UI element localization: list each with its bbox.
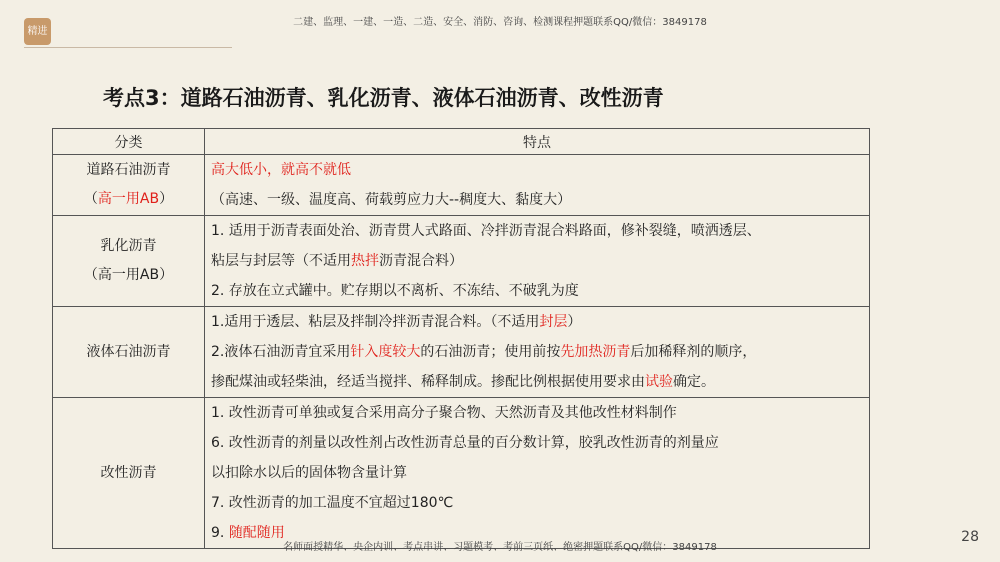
category-note: （高一用AB） <box>83 191 174 207</box>
feature-line: 9. 随配随用 <box>211 525 285 541</box>
brand-logo: 精进 <box>24 18 51 45</box>
feature-line: 1. 改性沥青可单独或复合采用高分子聚合物、天然沥青及其他改性材料制作 <box>211 405 677 421</box>
header-divider <box>24 47 232 48</box>
table-row-liquid-asphalt <box>53 307 870 398</box>
page-title: 考点3：道路石油沥青、乳化沥青、液体石油沥青、改性沥青 <box>103 86 664 110</box>
table-row-modified-asphalt <box>53 398 870 549</box>
table-row-emulsified-asphalt <box>53 216 870 307</box>
page-number: 28 <box>961 529 979 545</box>
category-cell <box>53 398 205 549</box>
feature-line: 粘层与封层等（不适用热拌沥青混合料） <box>211 253 463 269</box>
column-header-features: 特点 <box>205 129 870 155</box>
features-cell <box>205 398 870 549</box>
category-cell <box>53 216 205 307</box>
bottom-banner: 名师面授精华、央企内训、考点串讲、习题模考、考前三页纸、绝密押题联系QQ/微信：3849178 <box>283 542 717 553</box>
feature-line: （高速、一级、温度高、荷载剪应力大--稠度大、黏度大） <box>211 192 572 208</box>
feature-line: 6. 改性沥青的剂量以改性剂占改性沥青总量的百分数计算，胶乳改性沥青的剂量应 <box>211 435 719 451</box>
feature-line: 2. 存放在立式罐中。贮存期以不离析、不冻结、不破乳为度 <box>211 283 579 299</box>
top-banner: 二建、监理、一建、一造、二造、安全、消防、咨询、检测课程押题联系QQ/微信：3849178 <box>293 17 707 28</box>
table-header-row <box>53 129 870 155</box>
table-row-road-asphalt <box>53 155 870 216</box>
category-name: 道路石油沥青 <box>86 162 171 178</box>
features-cell <box>205 307 870 398</box>
feature-line: 掺配煤油或轻柴油，经适当搅拌、稀释制成。掺配比例根据使用要求由试验确定。 <box>211 374 715 390</box>
category-name: 液体石油沥青 <box>86 343 171 360</box>
feature-line: 1. 适用于沥青表面处治、沥青贯人式路面、冷拌沥青混合料路面，修补裂缝，喷洒透层、 <box>211 223 761 239</box>
feature-line: 7. 改性沥青的加工温度不宜超过180℃ <box>211 495 454 511</box>
feature-line: 以扣除水以后的固体物含量计算 <box>211 465 407 481</box>
feature-line: 2.液体石油沥青宜采用针入度较大的石油沥青；使用前按先加热沥青后加稀释剂的顺序， <box>211 344 757 360</box>
features-cell <box>205 155 870 216</box>
comparison-table <box>52 128 870 549</box>
column-header-category: 分类 <box>53 129 205 155</box>
features-cell <box>205 216 870 307</box>
category-cell <box>53 307 205 398</box>
feature-line: 高大低小，就高不就低 <box>211 162 351 178</box>
category-note: （高一用AB） <box>83 267 174 283</box>
feature-line: 1.适用于透层、粘层及拌制冷拌沥青混合料。（不适用封层） <box>211 314 582 330</box>
category-name: 改性沥青 <box>100 464 157 481</box>
category-name: 乳化沥青 <box>100 238 157 254</box>
category-cell <box>53 155 205 216</box>
